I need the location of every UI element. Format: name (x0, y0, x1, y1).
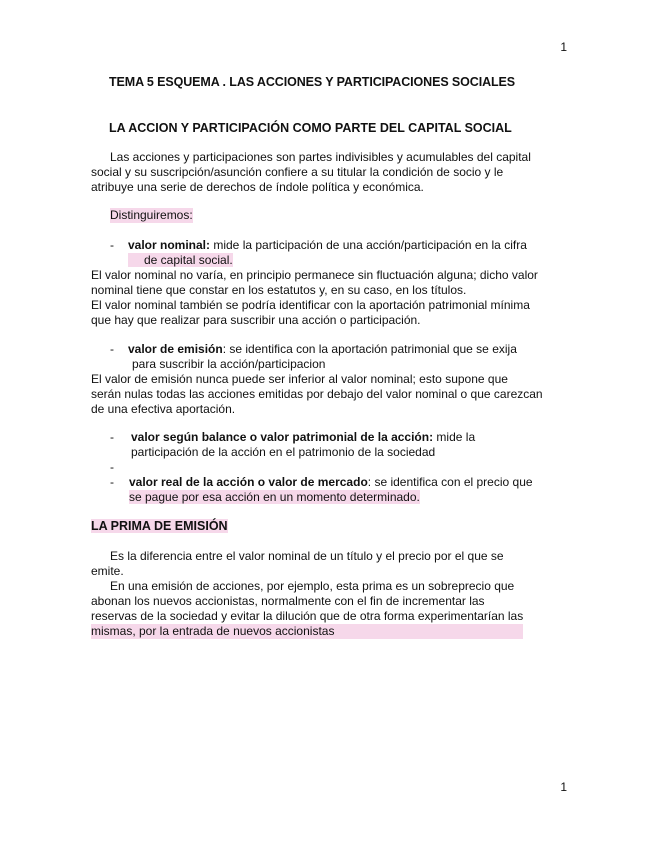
bullet-valor-emision (128, 342, 517, 372)
text-line: reservas de la sociedad y evitar la dilución que de otra forma experimentarían las (91, 609, 524, 623)
bullet-dash: - (110, 475, 114, 489)
emision-paragraph (91, 372, 543, 417)
nominal-paragraph (91, 268, 538, 328)
text-line: En una emisión de acciones, por ejemplo, esta prima es un sobreprecio que (110, 579, 515, 593)
intro-paragraph (91, 150, 565, 195)
text-line (129, 475, 533, 489)
prima-paragraph-2 (91, 579, 523, 639)
definition-text: mide la participación de una acción/participación en la cifra (210, 238, 527, 252)
text-line: El valor de emisión nunca puede ser inferior al valor nominal; esto supone que (91, 372, 508, 386)
text-line: abonan los nuevos accionistas, normalmente con el fin de incrementar las (91, 594, 485, 608)
term-valor-balance: valor según balance o valor patrimonial de la acción: (131, 430, 434, 444)
term-valor-nominal: valor nominal: (128, 238, 211, 252)
text-line (128, 238, 527, 252)
bullet-dash: - (110, 460, 114, 474)
definition-text: : se identifica con la aportación patrimonial que se exija (222, 342, 517, 356)
text-line: Distinguiremos: (110, 208, 193, 222)
definition-text: : se identifica con el precio que (367, 475, 533, 489)
document-title: TEMA 5 ESQUEMA . LAS ACCIONES Y PARTICIPACIONES SOCIALES (109, 75, 516, 89)
bullet-dash: - (110, 430, 114, 444)
distinguish-label (110, 208, 193, 223)
text-line: de capital social. (128, 253, 233, 267)
section-heading-prima-emision (91, 519, 228, 533)
text-line: Es la diferencia entre el valor nominal de un título y el precio por el que se (110, 549, 504, 563)
text-line: nominal tiene que constar en los estatutos y, en su caso, en los títulos. (91, 283, 467, 297)
bullet-dash: - (110, 238, 114, 252)
text-line: mismas, por la entrada de nuevos accionistas (91, 624, 523, 639)
definition-text: mide la (433, 430, 476, 444)
text-line: que hay que realizar para suscribir una acción o participación. (91, 313, 421, 327)
text-line: El valor nominal no varía, en principio permanece sin fluctuación alguna; dicho valor (91, 268, 538, 282)
text-line: serán nulas todas las acciones emitidas por debajo del valor nominal o que carezcan (91, 387, 543, 401)
text-line: Las acciones y participaciones son partes indivisibles y acumulables del capital (110, 150, 531, 164)
text-line: participación de la acción en el patrimonio de la sociedad (131, 445, 436, 459)
text-line: El valor nominal también se podría identificar con la aportación patrimonial mínima (91, 298, 530, 312)
bullet-valor-nominal (128, 238, 527, 268)
bullet-valor-balance (131, 430, 475, 460)
page-number-bottom: 1 (560, 780, 567, 794)
text-line: emite. (91, 564, 124, 578)
bullet-valor-real (129, 475, 533, 505)
text-line (128, 342, 517, 356)
bullet-dash: - (110, 342, 114, 356)
text-line (131, 430, 475, 444)
term-valor-emision: valor de emisión (128, 342, 223, 356)
text-line: atribuye una serie de derechos de índole política y económica. (91, 180, 424, 194)
term-valor-real: valor real de la acción o valor de mercado (129, 475, 368, 489)
text-line: se pague por esa acción en un momento determinado. (129, 490, 420, 504)
prima-paragraph-1 (91, 549, 504, 579)
section-heading-capital-social: LA ACCION Y PARTICIPACIÓN COMO PARTE DEL CAPITAL SOCIAL (109, 121, 512, 135)
page-number-top: 1 (560, 40, 567, 54)
text-line: de una efectiva aportación. (91, 402, 236, 416)
text-line: social y su suscripción/asunción confiere a su titular la condición de socio y le (91, 165, 504, 179)
heading-text: LA PRIMA DE EMISIÓN (91, 519, 228, 533)
text-line: para suscribir la acción/participacion (132, 357, 326, 371)
